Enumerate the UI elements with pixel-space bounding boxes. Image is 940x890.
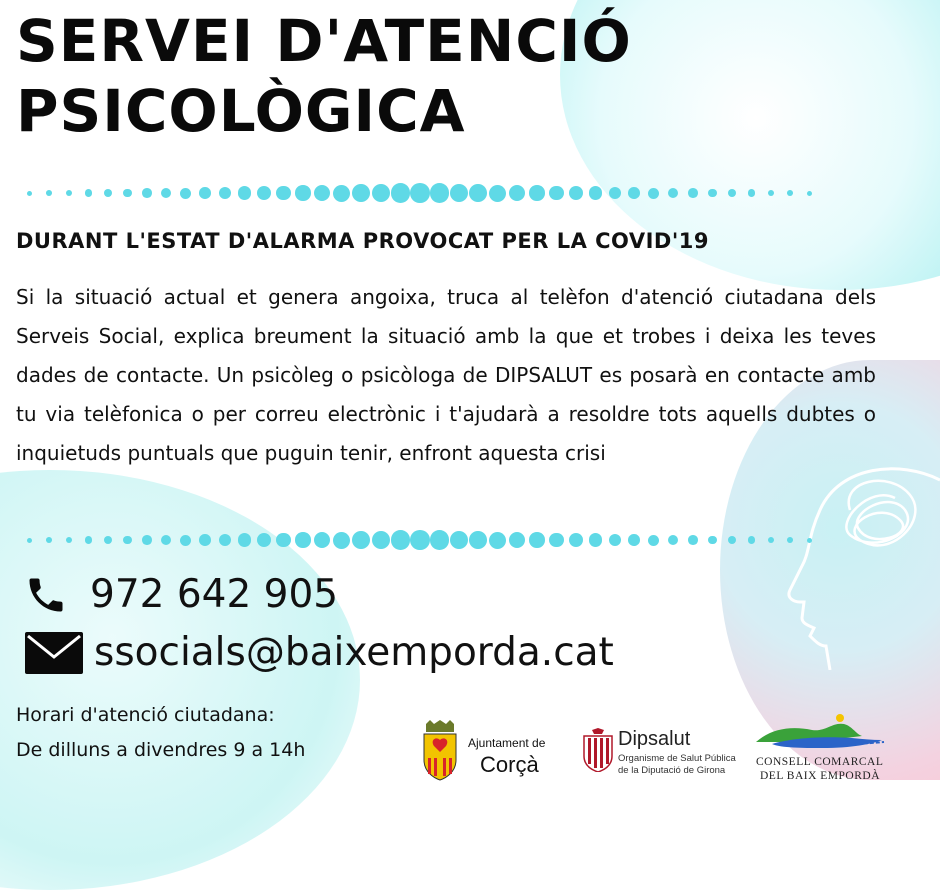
divider-dot	[469, 531, 487, 549]
divider-dot	[509, 185, 525, 201]
divider-dot	[668, 535, 678, 545]
divider-dot	[276, 533, 291, 548]
logo-consell-line2: DEL BAIX EMPORDÀ	[760, 770, 881, 782]
divider-dot	[295, 185, 311, 201]
divider-dot	[352, 184, 370, 202]
divider-dot	[609, 534, 622, 547]
divider-dot	[748, 536, 755, 543]
divider-dot	[509, 532, 525, 548]
divider-dot	[569, 533, 583, 547]
divider-dot	[333, 532, 350, 549]
logo-consell-line1: CONSELL COMARCAL	[756, 756, 884, 768]
divider-dot	[238, 533, 251, 546]
logo-consell-comarcal	[752, 712, 892, 788]
divider-dot	[688, 188, 698, 198]
coat-of-arms-icon	[420, 720, 460, 782]
hours-time: De dilluns a divendres 9 a 14h	[16, 739, 306, 761]
divider-dot	[450, 184, 469, 203]
phone-number[interactable]: 972 642 905	[90, 572, 339, 617]
divider-dot	[807, 191, 812, 196]
divider-dot	[768, 190, 775, 197]
divider-dot	[257, 186, 271, 200]
divider-dot	[549, 533, 564, 548]
divider-dot	[728, 536, 736, 544]
divider-dot	[180, 188, 191, 199]
divider-dot	[372, 184, 391, 203]
phone-icon	[24, 573, 68, 617]
title-line-2: PSICOLÒGICA	[16, 77, 466, 145]
logo-corca-line2: Corçà	[480, 752, 539, 777]
divider-dot	[27, 538, 32, 543]
divider-dot	[66, 190, 73, 197]
divider-dot	[123, 536, 132, 545]
divider-dot	[648, 535, 659, 546]
envelope-icon	[24, 631, 84, 675]
divider-dot	[628, 534, 640, 546]
subheadline: DURANT L'ESTAT D'ALARMA PROVOCAT PER LA COVID'19	[16, 229, 709, 253]
logo-dipsalut-name: Dipsalut	[618, 728, 691, 750]
page-title	[16, 6, 632, 146]
divider-dot	[748, 189, 755, 196]
divider-dot	[142, 188, 152, 198]
head-illustration-icon	[780, 440, 940, 670]
divider-dot	[648, 188, 659, 199]
divider-dot	[708, 536, 717, 545]
divider-dot	[123, 189, 132, 198]
divider-dot	[46, 537, 52, 543]
divider-dot	[807, 538, 812, 543]
phone-contact	[24, 572, 338, 617]
divider-dot	[276, 186, 291, 201]
logo-corca-line1: Ajuntament de	[468, 736, 546, 750]
logo-dipsalut	[582, 722, 742, 782]
divider-dot	[46, 190, 52, 196]
divider-dot	[352, 531, 370, 549]
divider-dot	[609, 187, 622, 200]
divider-dot	[549, 186, 564, 201]
divider-dot	[85, 536, 92, 543]
landscape-logo-icon	[752, 712, 888, 754]
body-paragraph: Si la situació actual et genera angoixa, truca al telèfon d'atenció ciutadana dels Serveis Social, explica breument la situació amb la que et trobes i deixa les teves dades de contacte. Un psicòleg o psicòloga de DIPSALUT es posarà en contacte amb tu via telèfonica o per correu electrònic i t'ajudarà a resoldre tots aquells dubtes o inquietuds puntuals que puguin tenir, enfront aquesta crisi	[16, 285, 876, 465]
divider-dot	[391, 530, 410, 549]
divider-dot	[450, 531, 469, 550]
divider-dot	[27, 191, 32, 196]
divider-dot	[410, 530, 430, 550]
logo-dipsalut-sub1: Organisme de Salut Pública	[618, 753, 736, 764]
divider-dot	[391, 183, 410, 202]
divider-dot	[569, 186, 583, 200]
logo-ajuntament-corca	[420, 720, 570, 782]
divider-dot	[489, 532, 506, 549]
divider-dot	[708, 189, 717, 198]
divider-dot	[529, 532, 545, 548]
divider-dot	[161, 535, 171, 545]
divider-dot	[85, 189, 92, 196]
divider-dot	[768, 537, 775, 544]
divider-dot	[180, 535, 191, 546]
divider-dot	[469, 184, 487, 202]
divider-dot	[219, 187, 232, 200]
email-address[interactable]: ssocials@baixemporda.cat	[94, 630, 614, 675]
divider-dot	[430, 183, 449, 202]
divider-dot	[295, 532, 311, 548]
email-contact	[24, 630, 614, 675]
divider-dot	[728, 189, 736, 197]
divider-dot	[410, 183, 430, 203]
dotted-divider-top	[20, 183, 820, 203]
divider-dot	[314, 532, 330, 548]
logo-dipsalut-sub2: de la Diputació de Girona	[618, 765, 726, 776]
title-line-1: SERVEI D'ATENCIÓ	[16, 7, 632, 75]
divider-dot	[142, 535, 152, 545]
divider-dot	[238, 186, 251, 199]
divider-dot	[628, 187, 640, 199]
hours-title: Horari d'atenció ciutadana:	[16, 704, 275, 726]
divider-dot	[161, 188, 171, 198]
divider-dot	[668, 188, 678, 198]
divider-dot	[489, 185, 506, 202]
divider-dot	[787, 537, 793, 543]
divider-dot	[104, 189, 112, 197]
divider-dot	[219, 534, 232, 547]
dotted-divider-bottom	[20, 530, 820, 550]
divider-dot	[104, 536, 112, 544]
divider-dot	[787, 190, 793, 196]
divider-dot	[529, 185, 545, 201]
divider-dot	[66, 537, 73, 544]
divider-dot	[372, 531, 391, 550]
divider-dot	[589, 186, 602, 199]
divider-dot	[199, 187, 211, 199]
diputacio-shield-icon	[582, 728, 614, 772]
divider-dot	[430, 530, 449, 549]
divider-dot	[333, 185, 350, 202]
divider-dot	[257, 533, 271, 547]
divider-dot	[688, 535, 698, 545]
divider-dot	[314, 185, 330, 201]
divider-dot	[199, 534, 211, 546]
divider-dot	[589, 533, 602, 546]
